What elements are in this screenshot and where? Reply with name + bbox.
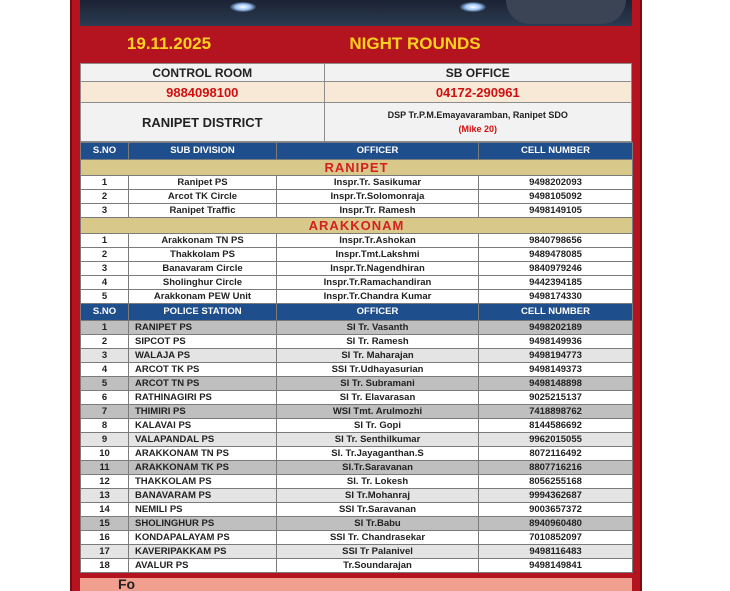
table-row xyxy=(81,405,633,419)
row-officer: Inspr.Tr. Sasikumar xyxy=(277,176,479,190)
row-sub-division: Thakkolam PS xyxy=(129,248,277,262)
row-cell-number: 9498105092 xyxy=(479,190,633,204)
row-police-station: KALAVAI PS xyxy=(129,419,277,433)
row-sno: 10 xyxy=(81,447,129,461)
row-officer: SI Tr.Babu xyxy=(277,517,479,531)
row-cell-number: 9498149373 xyxy=(479,363,633,377)
table-row xyxy=(81,321,633,335)
table-row xyxy=(81,517,633,531)
district-name: RANIPET DISTRICT xyxy=(81,103,325,142)
col-officer: OFFICER xyxy=(277,304,479,321)
row-police-station: ARAKKONAM TK PS xyxy=(129,461,277,475)
row-police-station: RANIPET PS xyxy=(129,321,277,335)
police-vehicle-banner xyxy=(80,0,632,26)
table-row xyxy=(81,475,633,489)
section-header-ranipet xyxy=(81,160,633,176)
row-officer: Inspr.Tr.Chandra Kumar xyxy=(277,290,479,304)
dsp-text: DSP Tr.P.M.Emayavaramban, Ranipet SDO xyxy=(387,110,568,120)
sub-division-table xyxy=(80,142,633,304)
row-officer: Inspr.Tr.Solomonraja xyxy=(277,190,479,204)
row-cell-number: 9498202189 xyxy=(479,321,633,335)
row-officer: SI Tr. Ramesh xyxy=(277,335,479,349)
col-officer: OFFICER xyxy=(277,143,479,160)
row-sno: 2 xyxy=(81,335,129,349)
police-car-icon xyxy=(506,0,626,24)
row-sno: 4 xyxy=(81,363,129,377)
row-officer: SI Tr. Gopi xyxy=(277,419,479,433)
row-cell-number: 8144586692 xyxy=(479,419,633,433)
row-cell-number: 8807716216 xyxy=(479,461,633,475)
col-sno: S.NO xyxy=(81,304,129,321)
row-cell-number: 7418898762 xyxy=(479,405,633,419)
row-officer: SSI Tr Palanivel xyxy=(277,545,479,559)
row-sno: 18 xyxy=(81,559,129,573)
row-officer: SSI Tr.Udhayasurian xyxy=(277,363,479,377)
headlight-icon xyxy=(230,2,256,12)
row-sno: 4 xyxy=(81,276,129,290)
row-sub-division: Ranipet Traffic xyxy=(129,204,277,218)
row-sno: 7 xyxy=(81,405,129,419)
row-police-station: WALAJA PS xyxy=(129,349,277,363)
row-sno: 3 xyxy=(81,204,129,218)
row-police-station: ARCOT TK PS xyxy=(129,363,277,377)
dsp-mike: (Mike 20) xyxy=(458,124,498,134)
headlight-icon xyxy=(460,2,486,12)
row-police-station: THIMIRI PS xyxy=(129,405,277,419)
row-cell-number: 9498148898 xyxy=(479,377,633,391)
row-officer: Inspr.Tr.Ashokan xyxy=(277,234,479,248)
row-officer: SI Tr.Mohanraj xyxy=(277,489,479,503)
table-row xyxy=(81,559,633,573)
row-officer: SSI Tr. Chandrasekar xyxy=(277,531,479,545)
row-police-station: SIPCOT PS xyxy=(129,335,277,349)
row-officer: Inspr.Tmt.Lakshmi xyxy=(277,248,479,262)
row-cell-number: 9498174330 xyxy=(479,290,633,304)
sb-office-phone: 04172-290961 xyxy=(324,82,631,103)
table-row xyxy=(81,447,633,461)
row-cell-number: 9003657372 xyxy=(479,503,633,517)
row-police-station: THAKKOLAM PS xyxy=(129,475,277,489)
row-officer: SI.Tr.Saravanan xyxy=(277,461,479,475)
table-row xyxy=(81,433,633,447)
row-cell-number: 9498149841 xyxy=(479,559,633,573)
table-row xyxy=(81,363,633,377)
row-sno: 16 xyxy=(81,531,129,545)
control-room-phone: 9884098100 xyxy=(81,82,325,103)
table-row xyxy=(81,176,633,190)
row-cell-number: 9498202093 xyxy=(479,176,633,190)
table-row xyxy=(81,335,633,349)
row-officer: SI. Tr.Jayaganthan.S xyxy=(277,447,479,461)
col-cell: CELL NUMBER xyxy=(479,143,633,160)
row-police-station: AVALUR PS xyxy=(129,559,277,573)
row-sno: 11 xyxy=(81,461,129,475)
table-row xyxy=(81,248,633,262)
row-police-station: VALAPANDAL PS xyxy=(129,433,277,447)
row-sno: 3 xyxy=(81,262,129,276)
section-header-arakkonam xyxy=(81,218,633,234)
table-row xyxy=(81,204,633,218)
table-row xyxy=(81,234,633,248)
row-officer: SI Tr. Senthilkumar xyxy=(277,433,479,447)
row-police-station: RATHINAGIRI PS xyxy=(129,391,277,405)
footer-text: Fo xyxy=(118,576,136,591)
row-police-station: NEMILI PS xyxy=(129,503,277,517)
date-label: 19.11.2025 xyxy=(126,34,212,53)
row-sub-division: Arcot TK Circle xyxy=(129,190,277,204)
row-cell-number: 9962015055 xyxy=(479,433,633,447)
row-officer: SI Tr. Maharajan xyxy=(277,349,479,363)
row-officer: Tr.Soundarajan xyxy=(277,559,479,573)
table-row xyxy=(81,276,633,290)
table-row xyxy=(81,377,633,391)
table-row xyxy=(81,503,633,517)
row-police-station: KONDAPALAYAM PS xyxy=(129,531,277,545)
contact-info-table xyxy=(80,63,632,142)
row-officer: SI Tr. Vasanth xyxy=(277,321,479,335)
row-cell-number: 7010852097 xyxy=(479,531,633,545)
table-row xyxy=(81,190,633,204)
row-officer: SI Tr. Subramani xyxy=(277,377,479,391)
row-officer: Inspr.Tr. Ramesh xyxy=(277,204,479,218)
row-cell-number: 8056255168 xyxy=(479,475,633,489)
row-sub-division: Ranipet PS xyxy=(129,176,277,190)
row-police-station: BANAVARAM PS xyxy=(129,489,277,503)
row-sno: 17 xyxy=(81,545,129,559)
row-officer: Inspr.Tr.Ramachandiran xyxy=(277,276,479,290)
row-sno: 3 xyxy=(81,349,129,363)
row-cell-number: 9489478085 xyxy=(479,248,633,262)
row-police-station: SHOLINGHUR PS xyxy=(129,517,277,531)
row-sub-division: Sholinghur Circle xyxy=(129,276,277,290)
page-title: NIGHT ROUNDS xyxy=(349,34,481,53)
row-officer: SI Tr. Elavarasan xyxy=(277,391,479,405)
section-title: ARAKKONAM xyxy=(81,218,633,234)
row-police-station: ARAKKONAM TN PS xyxy=(129,447,277,461)
row-officer: SI. Tr. Lokesh xyxy=(277,475,479,489)
row-cell-number: 8940960480 xyxy=(479,517,633,531)
row-sno: 1 xyxy=(81,234,129,248)
row-cell-number: 9994362687 xyxy=(479,489,633,503)
row-officer: Inspr.Tr.Nagendhiran xyxy=(277,262,479,276)
row-sno: 5 xyxy=(81,290,129,304)
row-sno: 2 xyxy=(81,190,129,204)
row-cell-number: 9498149936 xyxy=(479,335,633,349)
row-sno: 8 xyxy=(81,419,129,433)
row-sno: 9 xyxy=(81,433,129,447)
row-sno: 1 xyxy=(81,176,129,190)
row-police-station: ARCOT TN PS xyxy=(129,377,277,391)
section-title: RANIPET xyxy=(81,160,633,176)
row-officer: WSI Tmt. Arulmozhi xyxy=(277,405,479,419)
row-sno: 6 xyxy=(81,391,129,405)
footer-strip xyxy=(80,578,632,591)
table-row xyxy=(81,290,633,304)
police-station-table xyxy=(80,303,633,573)
header-bar xyxy=(80,26,632,62)
row-sno: 5 xyxy=(81,377,129,391)
row-cell-number: 9498116483 xyxy=(479,545,633,559)
row-sno: 14 xyxy=(81,503,129,517)
table-row xyxy=(81,419,633,433)
table-row xyxy=(81,262,633,276)
row-cell-number: 9840979246 xyxy=(479,262,633,276)
col-cell: CELL NUMBER xyxy=(479,304,633,321)
col-police-station: POLICE STATION xyxy=(129,304,277,321)
row-sub-division: Arakkonam TN PS xyxy=(129,234,277,248)
table-row xyxy=(81,461,633,475)
table-row xyxy=(81,489,633,503)
row-police-station: KAVERIPAKKAM PS xyxy=(129,545,277,559)
row-cell-number: 9498194773 xyxy=(479,349,633,363)
sb-office-label: SB OFFICE xyxy=(324,64,631,82)
table-row xyxy=(81,531,633,545)
row-cell-number: 9840798656 xyxy=(479,234,633,248)
row-cell-number: 8072116492 xyxy=(479,447,633,461)
row-cell-number: 9442394185 xyxy=(479,276,633,290)
row-sno: 12 xyxy=(81,475,129,489)
row-sno: 1 xyxy=(81,321,129,335)
control-room-label: CONTROL ROOM xyxy=(81,64,325,82)
table-row xyxy=(81,545,633,559)
col-sno: S.NO xyxy=(81,143,129,160)
col-sub-division: SUB DIVISION xyxy=(129,143,277,160)
dsp-cell xyxy=(324,103,631,142)
row-sub-division: Arakkonam PEW Unit xyxy=(129,290,277,304)
row-cell-number: 9498149105 xyxy=(479,204,633,218)
row-sno: 2 xyxy=(81,248,129,262)
table-row xyxy=(81,391,633,405)
table-row xyxy=(81,349,633,363)
row-sub-division: Banavaram Circle xyxy=(129,262,277,276)
row-sno: 15 xyxy=(81,517,129,531)
row-officer: SSI Tr.Saravanan xyxy=(277,503,479,517)
row-cell-number: 9025215137 xyxy=(479,391,633,405)
row-sno: 13 xyxy=(81,489,129,503)
